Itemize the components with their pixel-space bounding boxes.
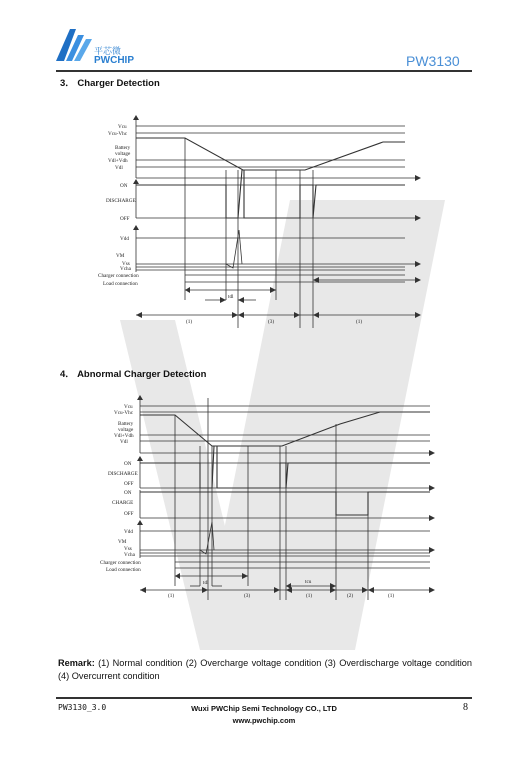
label-off: OFF xyxy=(120,216,130,222)
label-charger-connection: Charger connection xyxy=(98,273,139,279)
label-charger-connection: Charger connection xyxy=(100,560,141,566)
label-on: ON xyxy=(124,461,132,467)
logo-brand-name: PWCHIP xyxy=(94,55,134,66)
label-vdd: Vdd xyxy=(120,236,129,242)
label-load-connection: Load connection xyxy=(106,567,141,573)
remark-label: Remark: xyxy=(58,658,95,668)
label-vss: Vss xyxy=(124,546,132,552)
label-vm: VM xyxy=(118,539,127,545)
label-off-charge: OFF xyxy=(124,511,134,517)
label-vcu-vhc: Vcu-Vhc xyxy=(114,410,134,416)
label-load-connection: Load connection xyxy=(103,281,138,287)
label-vcha: Vcha xyxy=(120,266,131,272)
label-period-1b: (1) xyxy=(356,319,363,325)
label-discharge: DISCHARGE xyxy=(108,471,138,477)
pwchip-logo-icon xyxy=(56,27,96,63)
label-period-1c: (1) xyxy=(388,593,395,599)
label-vcu: Vcu xyxy=(118,124,127,130)
charger-detection-timing-diagram xyxy=(0,110,528,340)
label-discharge: DISCHARGE xyxy=(106,198,136,204)
label-tdl: tdl xyxy=(228,294,234,300)
part-number: PW3130 xyxy=(406,53,460,69)
label-voltage: voltage xyxy=(115,151,131,157)
label-vcu: Vcu xyxy=(124,404,133,410)
footer-website[interactable]: www.pwchip.com xyxy=(232,716,296,725)
section-4-heading: 4． Abnormal Charger Detection xyxy=(60,369,207,380)
label-vcu-vhc: Vcu-Vhc xyxy=(108,131,128,137)
section-3-heading: 3． Charger Detection xyxy=(60,78,160,89)
label-period-3: (3) xyxy=(244,593,251,599)
label-vcha: Vcha xyxy=(124,552,135,558)
label-voltage: voltage xyxy=(118,427,134,433)
remark-paragraph xyxy=(58,657,472,683)
footer-doc-id: PW3130_3.0 xyxy=(58,703,107,712)
abnormal-charger-detection-timing-diagram xyxy=(0,390,528,610)
label-period-3: (3) xyxy=(268,319,275,325)
label-charge: CHARGE xyxy=(112,500,134,506)
label-vss: Vss xyxy=(122,261,130,267)
label-vdl: Vdl xyxy=(120,439,128,445)
label-vdl-vdh: Vdl+Vdh xyxy=(114,433,134,439)
label-battery: Battery xyxy=(118,421,134,427)
label-period-2: (2) xyxy=(347,593,354,599)
label-vm: VM xyxy=(116,253,125,259)
label-vdl-vdh: Vdl+Vdh xyxy=(108,158,128,164)
label-on-charge: ON xyxy=(124,490,132,496)
label-tcu: tcu xyxy=(305,579,312,585)
label-tdl: tdl xyxy=(203,580,209,586)
remark-text: (1) Normal condition (2) Overcharge voltage condition (3) Overdischarge voltage condition (4) Overcurrent condition xyxy=(58,658,472,681)
label-vdl: Vdl xyxy=(115,165,123,171)
label-period-1: (1) xyxy=(168,593,175,599)
header-rule xyxy=(56,70,472,72)
footer-company: Wuxi PWChip Semi Technology CO., LTD xyxy=(191,704,337,713)
logo-chinese-name: 平芯微 xyxy=(94,47,122,57)
footer-rule xyxy=(56,697,472,699)
label-period-1: (1) xyxy=(186,319,193,325)
label-battery: Battery xyxy=(115,145,131,151)
label-off: OFF xyxy=(124,481,134,487)
label-period-1b: (1) xyxy=(306,593,313,599)
page-number: 8 xyxy=(463,702,468,713)
label-on: ON xyxy=(120,183,128,189)
label-vdd: Vdd xyxy=(124,529,133,535)
